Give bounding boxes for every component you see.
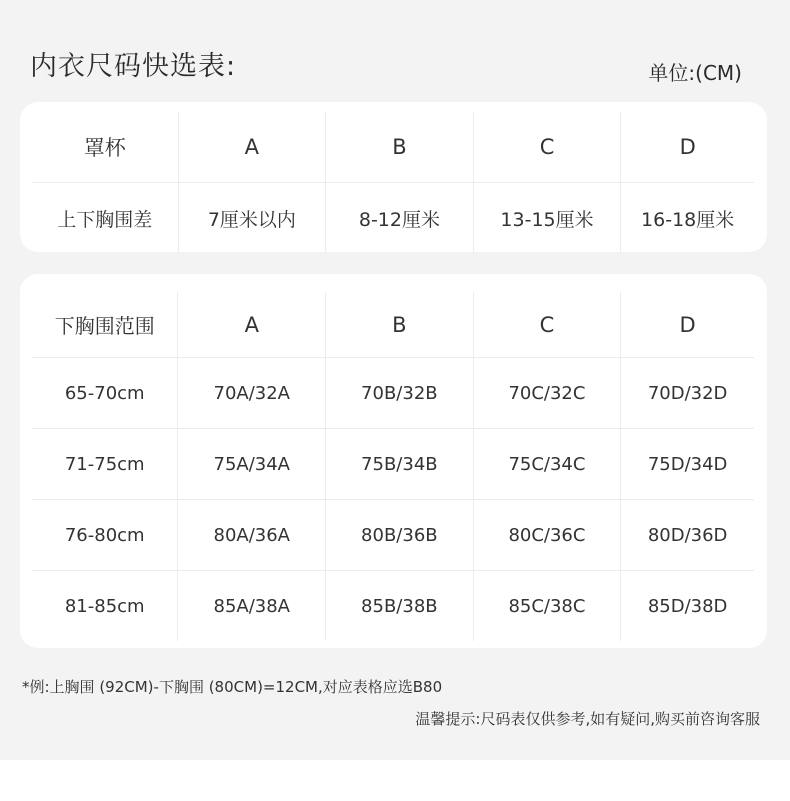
table-cell: 75A/34A — [178, 429, 326, 500]
row-label-cell: 76-80cm — [32, 500, 178, 571]
unit-label: 单位:(CM) — [648, 61, 742, 85]
example-note: *例:上胸围 (92CM)-下胸围 (80CM)=12CM,对应表格应选B80 — [22, 678, 443, 696]
header-cell: A — [178, 292, 326, 358]
table-header-row — [32, 292, 754, 358]
table-row — [32, 183, 754, 254]
table-cell: 70B/32B — [326, 358, 474, 429]
table-row — [32, 429, 754, 500]
row-label-cell: 71-75cm — [32, 429, 178, 500]
header-cell: D — [621, 112, 754, 183]
table-cell: 80A/36A — [178, 500, 326, 571]
row-label-cell: 上下胸围差 — [32, 183, 178, 254]
table-cell: 85A/38A — [178, 571, 326, 642]
header-cell: D — [621, 292, 754, 358]
header-cell: A — [178, 112, 326, 183]
table-cell: 80D/36D — [621, 500, 754, 571]
reference-tip: 温馨提示:尺码表仅供参考,如有疑问,购买前咨询客服 — [415, 710, 760, 728]
table-cell: 8-12厘米 — [326, 183, 474, 254]
header-cell: B — [326, 292, 474, 358]
header-cell: 下胸围范围 — [54, 314, 155, 338]
table-cell: 75B/34B — [326, 429, 474, 500]
table-cell: 70A/32A — [178, 358, 326, 429]
table-cell: 80B/36B — [326, 500, 474, 571]
size-chart-card — [20, 274, 767, 648]
table-cell: 13-15厘米 — [473, 183, 621, 254]
header-cell: B — [326, 112, 474, 183]
table-cell: 70C/32C — [473, 358, 621, 429]
table-cell: 7厘米以内 — [178, 183, 326, 254]
row-label-cell: 81-85cm — [32, 571, 178, 642]
size-chart-table — [32, 292, 754, 641]
table-header-row — [32, 112, 754, 183]
cup-difference-table — [32, 112, 754, 253]
cup-difference-card — [20, 102, 767, 252]
table-cell: 80C/36C — [473, 500, 621, 571]
table-cell: 70D/32D — [621, 358, 754, 429]
table-cell: 75D/34D — [621, 429, 754, 500]
table-cell: 85D/38D — [621, 571, 754, 642]
table-row — [32, 358, 754, 429]
header-cell: 罩杯 — [83, 136, 126, 160]
table-cell: 85C/38C — [473, 571, 621, 642]
table-cell: 85B/38B — [326, 571, 474, 642]
header-cell: C — [473, 112, 621, 183]
table-row — [32, 500, 754, 571]
row-label-cell: 65-70cm — [32, 358, 178, 429]
table-row — [32, 571, 754, 642]
table-cell: 16-18厘米 — [621, 183, 754, 254]
header-cell: C — [473, 292, 621, 358]
table-cell: 75C/34C — [473, 429, 621, 500]
page-title: 内衣尺码快选表: — [30, 51, 237, 82]
